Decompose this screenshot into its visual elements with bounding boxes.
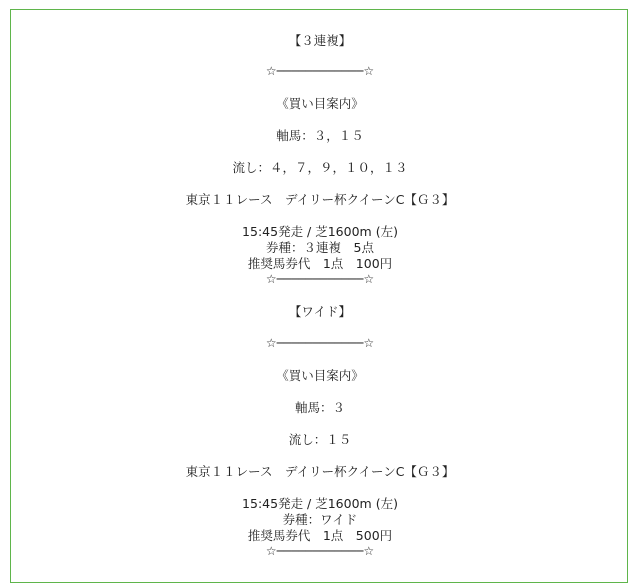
- section2-race-name: 東京１１レース デイリー杯クイーンC【Ｇ３】: [185, 464, 455, 479]
- section1-ticket-type: 券種：３連複 5点: [266, 240, 374, 255]
- section1-recommended-amount: 推奨馬券代 1点 100円: [247, 256, 393, 271]
- section1-flow-horses: 流し：４，７，９，１０，１３: [232, 160, 408, 175]
- section2-divider-bottom: ☆────────────☆: [265, 544, 375, 558]
- section2-start-info: 15:45発走 / 芝1600m (左): [242, 496, 398, 511]
- section1-divider-top: ☆────────────☆: [265, 64, 375, 78]
- section1-guide-title: 《買い目案内》: [276, 96, 364, 111]
- section1-start-info: 15:45発走 / 芝1600m (左): [242, 224, 398, 239]
- section1-divider-bottom: ☆────────────☆: [265, 272, 375, 286]
- section2-ticket-type: 券種：ワイド: [282, 512, 358, 527]
- section2-flow-horses: 流し：１５: [288, 432, 352, 447]
- section2-divider-top: ☆────────────☆: [265, 336, 375, 350]
- section2-axis-horses: 軸馬：３: [294, 400, 345, 415]
- section1-axis-horses: 軸馬：３，１５: [276, 128, 364, 143]
- section1-header: 【３連複】: [288, 33, 352, 48]
- section1-race-name: 東京１１レース デイリー杯クイーンC【Ｇ３】: [185, 192, 455, 207]
- section2-guide-title: 《買い目案内》: [276, 368, 364, 383]
- section2-header: 【ワイド】: [288, 304, 352, 319]
- section2-recommended-amount: 推奨馬券代 1点 500円: [247, 528, 393, 543]
